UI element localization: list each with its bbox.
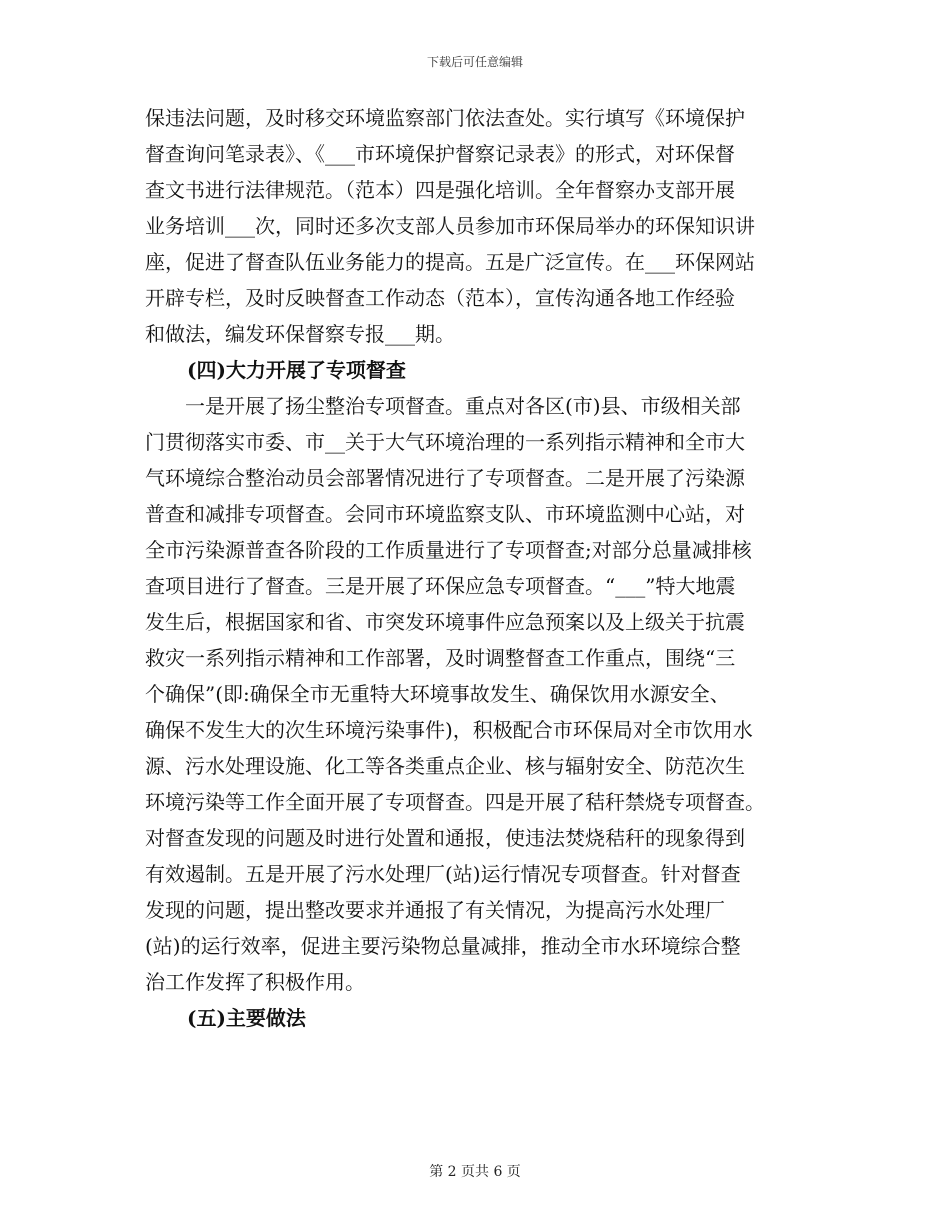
body-line: 有效遏制。五是开展了污水处理厂(站)运行情况专项督查。针对督查 bbox=[145, 862, 741, 886]
body-line: 治工作发挥了积极作用。 bbox=[145, 970, 365, 994]
body-line: 座，促进了督查队伍业务能力的提高。五是广泛宣传。在___环保网站 bbox=[145, 250, 755, 274]
body-line: 个确保”(即:确保全市无重特大环境事故发生、确保饮用水源安全、 bbox=[145, 682, 730, 706]
body-line: 督查询问笔录表》、《___市环境保护督察记录表》的形式，对环保督 bbox=[145, 142, 735, 166]
document-body bbox=[145, 100, 805, 1036]
body-line: 救灾一系列指示精神和工作部署，及时调整督查工作重点，围绕“三 bbox=[145, 646, 736, 670]
body-line: 源、污水处理设施、化工等各类重点企业、核与辐射安全、防范次生 bbox=[145, 754, 745, 778]
body-line: 查文书进行法律规范。（范本）四是强化培训。全年督察办支部开展 bbox=[145, 178, 735, 202]
body-line: 发现的问题，提出整改要求并通报了有关情况，为提高污水处理厂 bbox=[145, 898, 725, 922]
body-line: 开辟专栏，及时反映督查工作动态（范本），宣传沟通各地工作经验 bbox=[145, 286, 735, 310]
body-line: 全市污染源普查各阶段的工作质量进行了专项督查;对部分总量减排核 bbox=[145, 538, 752, 562]
section-heading-5: (五)主要做法 bbox=[187, 1006, 306, 1030]
body-line: 气环境综合整治动员会部署情况进行了专项督查。二是开展了污染源 bbox=[145, 466, 745, 490]
body-line: 业务培训___次，同时还多次支部人员参加市环保局举办的环保知识讲 bbox=[145, 214, 755, 238]
body-line: 和做法，编发环保督察专报___期。 bbox=[145, 322, 455, 346]
body-line: 对督查发现的问题及时进行处置和通报，使违法焚烧秸秆的现象得到 bbox=[145, 826, 745, 850]
body-line: 确保不发生大的次生环境污染事件)，积极配合市环保局对全市饮用水 bbox=[145, 718, 753, 742]
body-line: (站)的运行效率，促进主要污染物总量减排，推动全市水环境综合整 bbox=[145, 934, 741, 958]
body-line: 发生后，根据国家和省、市突发环境事件应急预案以及上级关于抗震 bbox=[145, 610, 745, 634]
body-line: 环境污染等工作全面开展了专项督查。四是开展了秸秆禁烧专项督查。 bbox=[145, 790, 765, 814]
page-header: 下载后可任意编辑 bbox=[426, 55, 523, 69]
body-line: 门贯彻落实市委、市__关于大气环境治理的一系列指示精神和全市大 bbox=[145, 430, 745, 454]
body-line: 保违法问题，及时移交环境监察部门依法查处。实行填写《环境保护 bbox=[145, 106, 745, 130]
page-footer: 第 2 页共 6 页 bbox=[429, 1164, 521, 1180]
section-heading-4: (四)大力开展了专项督查 bbox=[187, 358, 406, 382]
body-line: 普查和减排专项督查。会同市环境监察支队、市环境监测中心站，对 bbox=[145, 502, 745, 526]
body-line: 一是开展了扬尘整治专项督查。重点对各区(市)县、市级相关部 bbox=[145, 394, 741, 418]
body-line: 查项目进行了督查。三是开展了环保应急专项督查。“___”特大地震 bbox=[145, 574, 736, 598]
